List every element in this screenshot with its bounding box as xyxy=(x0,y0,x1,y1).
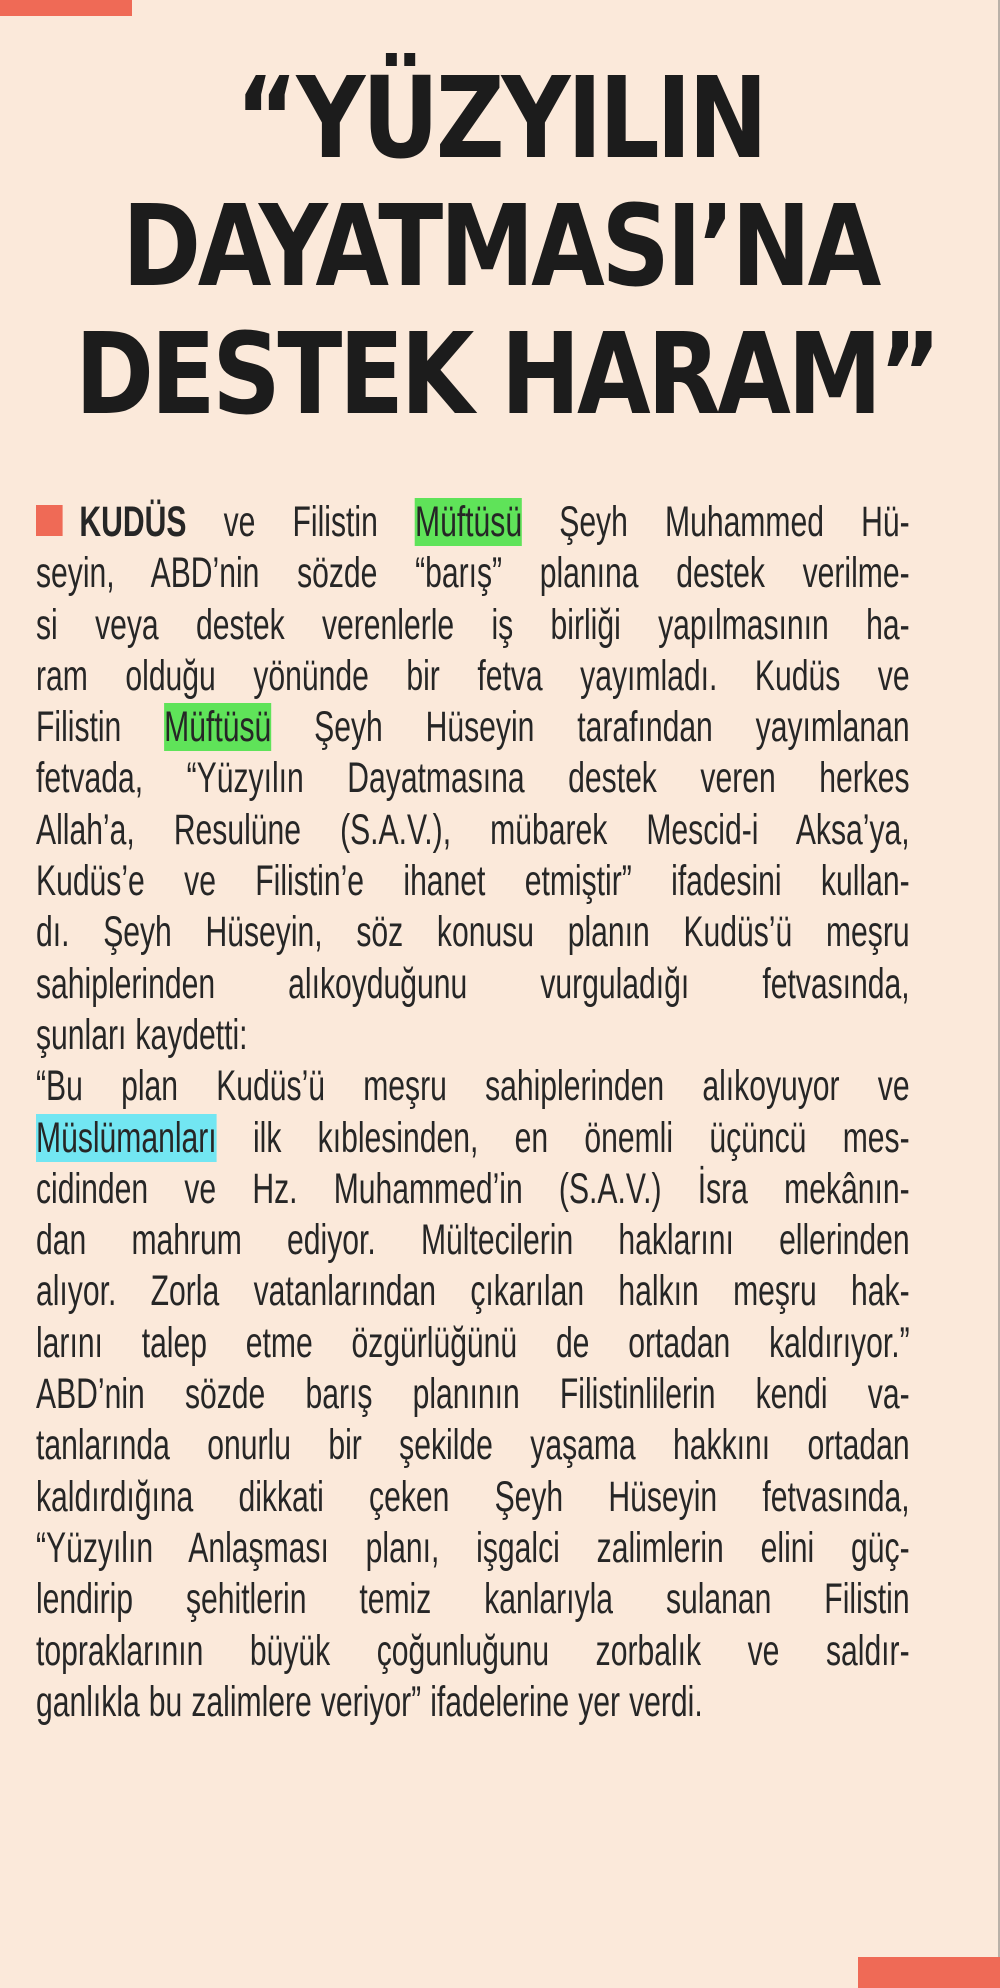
text-line: alıyor. Zorla vatanlarından çıkarılan halkın meşru hak- xyxy=(36,1267,910,1316)
bottom-accent-bar xyxy=(858,1957,1000,1988)
text-line: lendirip şehitlerin temiz kanlarıyla sulanan Filistin xyxy=(36,1575,910,1624)
paragraph-quote xyxy=(36,1061,910,1369)
text-line: Allah’a, Resulüne (S.A.V.), mübarek Mescid-i Aksa’ya, xyxy=(36,805,910,854)
text-line: “Yüzyılın Anlaşması planı, işgalci zalimlerin elini güç- xyxy=(36,1523,910,1572)
article-body xyxy=(36,497,910,1728)
headline xyxy=(75,54,938,440)
text-line: tanlarında onurlu bir şekilde yaşama hakkını ortadan xyxy=(36,1421,910,1470)
text-line: topraklarının büyük çoğunluğunu zorbalık ve saldır- xyxy=(36,1626,910,1675)
text-line: Filistin Müftüsü Şeyh Hüseyin tarafından yayımlanan xyxy=(36,703,910,752)
paragraph-intro xyxy=(36,497,910,1061)
text-line: ram olduğu yönünde bir fetva yayımladı. Kudüs ve xyxy=(36,651,910,700)
text-line: cidinden ve Hz. Muhammed’in (S.A.V.) İsra mekânın- xyxy=(36,1164,910,1213)
text-line: dan mahrum ediyor. Mültecilerin haklarını ellerinden xyxy=(36,1216,910,1265)
headline-line-3: DESTEK HARAM” xyxy=(75,310,938,440)
highlighted-word: Müftüsü xyxy=(164,703,272,752)
text-line: “Bu plan Kudüs’ü meşru sahiplerinden alıkoyuyor ve xyxy=(36,1062,910,1111)
text-line: fetvada, “Yüzyılın Dayatmasına destek veren herkes xyxy=(36,754,910,803)
text-line: KUDÜS ve Filistin Müftüsü Şeyh Muhammed Hü- xyxy=(36,497,910,548)
headline-line-2: DAYATMASI’NA xyxy=(122,182,878,312)
text-line: larını talep etme özgürlüğünü de ortadan kaldırıyor.” xyxy=(36,1318,910,1367)
text-line: sahiplerinden alıkoyduğunu vurguladığı fetvasında, xyxy=(36,959,910,1008)
text-line: ABD’nin sözde barış planının Filistinlilerin kendi va- xyxy=(36,1370,910,1419)
text-line: dı. Şeyh Hüseyin, söz konusu planın Kudüs’ü meşru xyxy=(36,908,910,957)
highlighted-word: Müftüsü xyxy=(415,498,523,546)
text-line: Müslümanları ilk kıblesinden, en önemli üçüncü mes- xyxy=(36,1113,910,1162)
paragraph-closing xyxy=(36,1369,910,1728)
text-line: kaldırdığına dikkati çeken Şeyh Hüseyin fetvasında, xyxy=(36,1472,910,1521)
text-line: si veya destek verenlerle iş birliği yapılmasının ha- xyxy=(36,600,910,649)
highlighted-word: Müslümanları xyxy=(36,1113,217,1162)
top-accent-bar xyxy=(0,0,132,16)
red-square-marker xyxy=(36,505,63,536)
text-line: Kudüs’e ve Filistin’e ihanet etmiştir” ifadesini kullan- xyxy=(36,857,910,906)
headline-line-1: “YÜZYILIN xyxy=(235,54,765,184)
text-line: şunları kaydetti: xyxy=(36,1010,248,1059)
text-line: ganlıkla bu zalimlere veriyor” ifadelerine yer verdi. xyxy=(36,1677,703,1726)
dateline: KUDÜS xyxy=(79,498,187,546)
text-line: seyin, ABD’nin sözde “barış” planına destek verilme- xyxy=(36,549,910,598)
